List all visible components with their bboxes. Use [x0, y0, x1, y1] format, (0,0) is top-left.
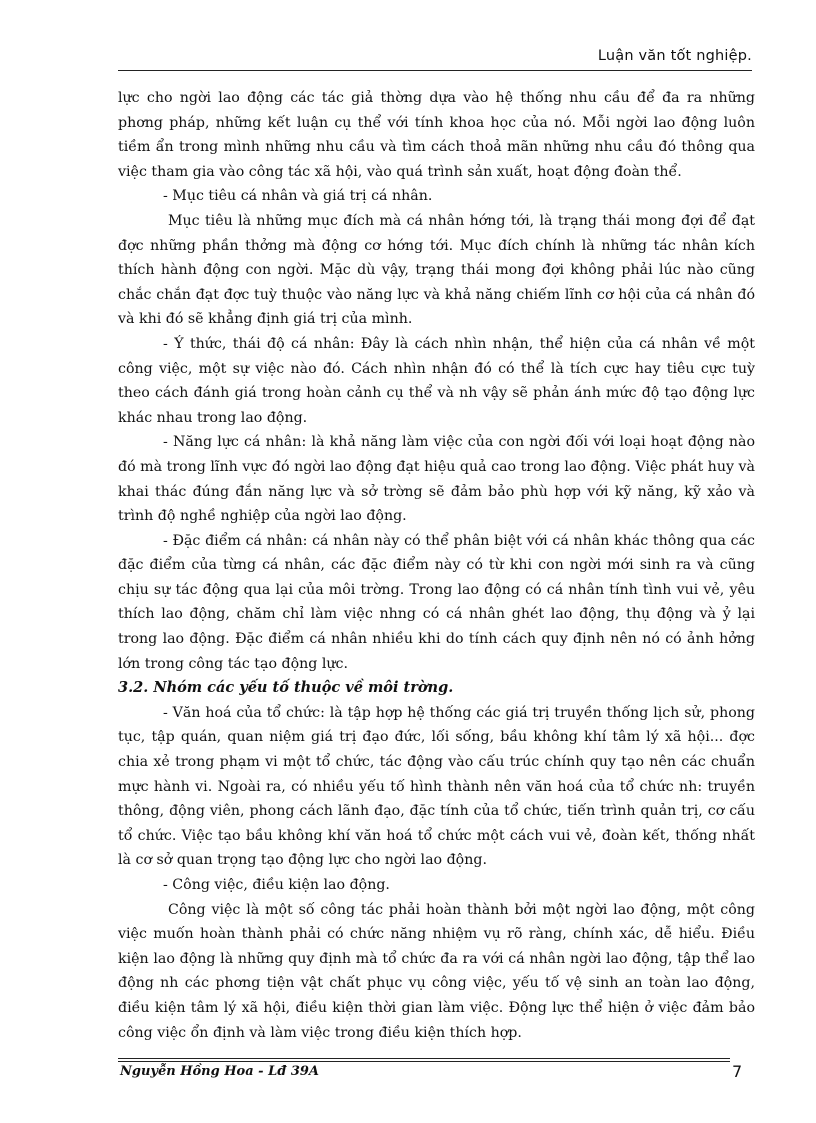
paragraph-personal-goals-heading: - Mục tiêu cá nhân và giá trị cá nhân.	[163, 188, 433, 205]
paragraph-ability: - Năng lực cá nhân: là khả năng làm việc của con ngời đối với loại hoạt động nào đó mà trong lĩnh vực đó ngời lao động đạt hiệu quả cao trong lao động. Việc phát huy và khai thác đúng đắn năng lực và sở trờng sẽ đảm bảo phù hợp với kỹ năng, kỹ xảo và trình độ nghề nghiệp của ngời lao động.	[118, 434, 755, 525]
footer-author: Nguyễn Hồng Hoa - Lđ 39A	[120, 1064, 320, 1079]
page-number: 7	[732, 1062, 743, 1081]
paragraph-attitude: - Ý thức, thái độ cá nhân: Đây là cách nhìn nhận, thể hiện của cá nhân về một công việc, một sự việc nào đó. Cách nhìn nhận đó có thể là tích cực hay tiêu cực tuỳ theo cách đánh giá trong hoàn cảnh cụ thể và nh vậy sẽ phản ánh mức độ tạo động lực khác nhau trong lao động.	[118, 335, 755, 426]
paragraph-organizational-culture: - Văn hoá của tổ chức: là tập hợp hệ thống các giá trị truyền thống lịch sử, phong tục, tập quán, quan niệm giá trị đạo đức, lối sống, bầu không khí tâm lý xã hội... đợc chia xẻ trong phạm vi một tổ chức, tác động vào cấu trúc chính quy tạo nên các chuẩn mực hành vi. Ngoài ra, có nhiều yếu tố hình thành nên văn hoá của tổ chức nh: truyền thông, động viên, phong cách lãnh đạo, đặc tính của tổ chức, tiến trình quản trị, cơ cấu tổ chức. Việc tạo bầu không khí văn hoá tổ chức một cách vui vẻ, đoàn kết, thống nhất là cơ sở quan trọng tạo động lực cho ngời lao động.	[118, 704, 755, 869]
section-heading: 3.2. Nhóm các yếu tố thuộc về môi trờng.	[118, 679, 454, 697]
paragraph-work-conditions-heading: - Công việc, điều kiện lao động.	[163, 877, 390, 893]
paragraph-personal-goals: Mục tiêu là những mục đích mà cá nhân hớng tới, là trạng thái mong đợi để đạt đợc những phần thởng mà động cơ hớng tới. Mục đích chính là những tác nhân kích thích hành động con ngời. Mặc dù vậy, trạng thái mong đợi không phải lúc nào cũng chắc chắn đạt đợc tuỳ thuộc vào năng lực và khả năng chiếm lĩnh cơ hội của cá nhân đó và khi đó sẽ khẳng định giá trị của mình.	[118, 212, 755, 328]
document-body	[118, 86, 755, 1045]
footer-divider	[118, 1058, 730, 1059]
header-title: Luận văn tốt nghiệp.	[597, 48, 752, 64]
page-header	[118, 44, 752, 71]
footer-divider-secondary	[118, 1061, 730, 1062]
paragraph-personal-traits: - Đặc điểm cá nhân: cá nhân này có thể phân biệt với cá nhân khác thông qua các đặc điểm của từng cá nhân, các đặc điểm này có từ khi con ngời mới sinh ra và cũng chịu sự tác động qua lại của môi trờng. Trong lao động có cá nhân tính tình vui vẻ, yêu thích lao động, chăm chỉ làm việc nhng có cá nhân ghét lao động, thụ động và ỷ lại trong lao động. Đặc điểm cá nhân nhiều khi do tính cách quy định nên nó có ảnh hởng lớn trong công tác tạo động lực.	[118, 532, 755, 672]
paragraph-needs-theory: lực cho ngời lao động các tác giả thờng dựa vào hệ thống nhu cầu để đa ra những phơng pháp, những kết luận cụ thể với tính khoa học của nó. Mỗi ngời lao động luôn tiềm ẩn trong mình những nhu cầu và tìm cách thoả mãn những nhu cầu đó thông qua việc tham gia vào công tác xã hội, vào quá trình sản xuất, hoạt động đoàn thể.	[118, 90, 755, 180]
paragraph-work-conditions: Công việc là một số công tác phải hoàn thành bởi một ngời lao động, một công việc muốn hoàn thành phải có chức năng nhiệm vụ rõ ràng, chính xác, dễ hiểu. Điều kiện lao động là những quy định mà tổ chức đa ra với cá nhân ngời lao động, tập thể lao động nh các phơng tiện vật chất phục vụ công việc, yếu tố vệ sinh an toàn lao động, điều kiện tâm lý xã hội, điều kiện thời gian làm việc. Động lực thể hiện ở việc đảm bảo công việc ổn định và làm việc trong điều kiện thích hợp.	[118, 901, 755, 1041]
